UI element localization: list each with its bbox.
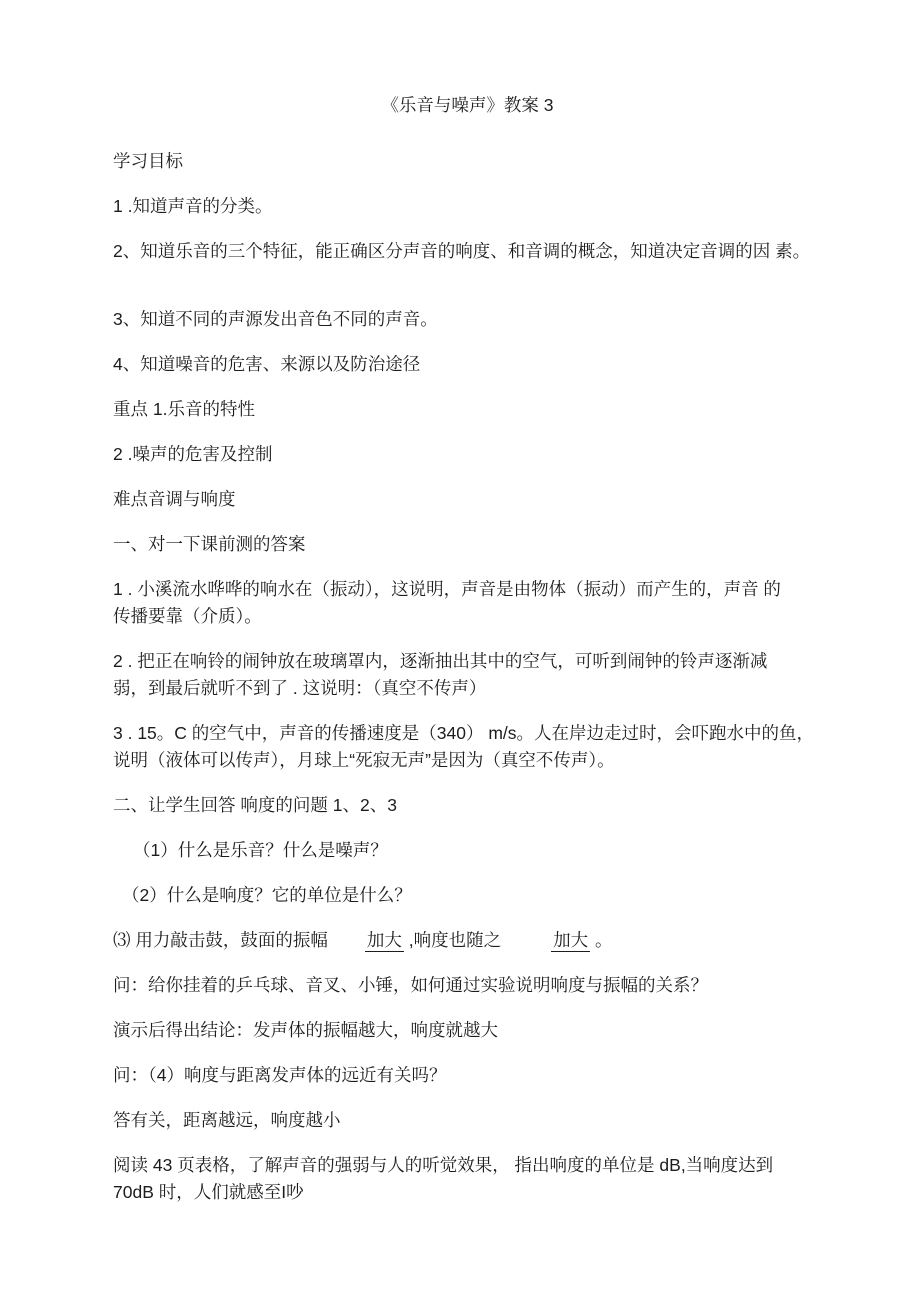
document-title: 《乐音与噪声》教案 3	[381, 95, 554, 115]
text-line: 1 . 小溪流水哗哗的响水在（振动），这说明，声音是由物体（振动）而产生的，声音 的	[113, 579, 781, 599]
blank-answer-1: 加大	[366, 930, 402, 950]
text-line: 70dB 时，人们就感至I吵	[113, 1182, 304, 1202]
demo-conclusion: 演示后得出结论：发声体的振幅越大，响度就越大	[113, 1020, 498, 1040]
section-2-heading: 二、让学生回答 响度的问题 1、2、3	[113, 795, 397, 815]
text-line: 传播要靠（介质）。	[113, 606, 262, 626]
question-2: （2）什么是响度？它的单位是什么？	[122, 885, 412, 905]
key-point-line-1: 重点 1.乐音的特性	[113, 399, 255, 419]
question-3-suffix: 。	[590, 930, 613, 950]
pretest-answer-1	[113, 576, 822, 630]
goal-item-1: 1 .知道声音的分类。	[113, 196, 273, 216]
text-line: 3 . 15。C 的空气中，声音的传播速度是（340） m/s。人在岸边走过时，会吓跑水中的鱼，	[113, 723, 815, 743]
question-4: 问：（4）响度与距离发声体的远近有关吗？	[113, 1065, 447, 1085]
question-3-prefix: ⑶ 用力敲击鼓，鼓面的振幅	[113, 930, 328, 950]
answer-4: 答有关，距离越远，响度越小	[113, 1110, 341, 1130]
question-3-fill-blank	[113, 927, 822, 954]
question-3-middle: ,响度也随之	[403, 930, 502, 950]
goal-item-3: 3、知道不同的声源发出音色不同的声音。	[113, 309, 438, 329]
key-point-line-2: 2 .噪声的危害及控制	[113, 444, 273, 464]
text-line: 弱，到最后就听不到了 . 这说明：（真空不传声）	[113, 678, 487, 698]
text-line: 2 . 把正在响铃的闹钟放在玻璃罩内，逐渐抽出其中的空气，可听到闹钟的铃声逐渐减	[113, 651, 768, 671]
reading-task	[113, 1152, 822, 1206]
ask-experiment: 问：给你挂着的乒乓球、音叉、小锤，如何通过实验说明响度与振幅的关系？	[113, 975, 708, 995]
goal-item-4: 4、知道噪音的危害、来源以及防治途径	[113, 354, 421, 374]
text-line: 说明（液体可以传声），月球上“死寂无声”是因为（真空不传声）。	[113, 750, 615, 770]
text-line: 阅读 43 页表格，了解声音的强弱与人的听觉效果， 指出响度的单位是 dB,当响度达到	[113, 1155, 774, 1175]
section-1-heading: 一、对一下课前测的答案	[113, 534, 306, 554]
blank-answer-2: 加大	[553, 930, 589, 950]
difficult-point: 难点音调与响度	[113, 489, 236, 509]
pretest-answer-2	[113, 648, 822, 702]
goal-item-2: 2、知道乐音的三个特征，能正确区分声音的响度、和音调的概念，知道决定音调的因 素。	[113, 241, 811, 261]
pretest-answer-3	[113, 720, 822, 774]
question-1: （1）什么是乐音？什么是噪声？	[133, 840, 388, 860]
heading-learning-goals: 学习目标	[113, 151, 183, 171]
